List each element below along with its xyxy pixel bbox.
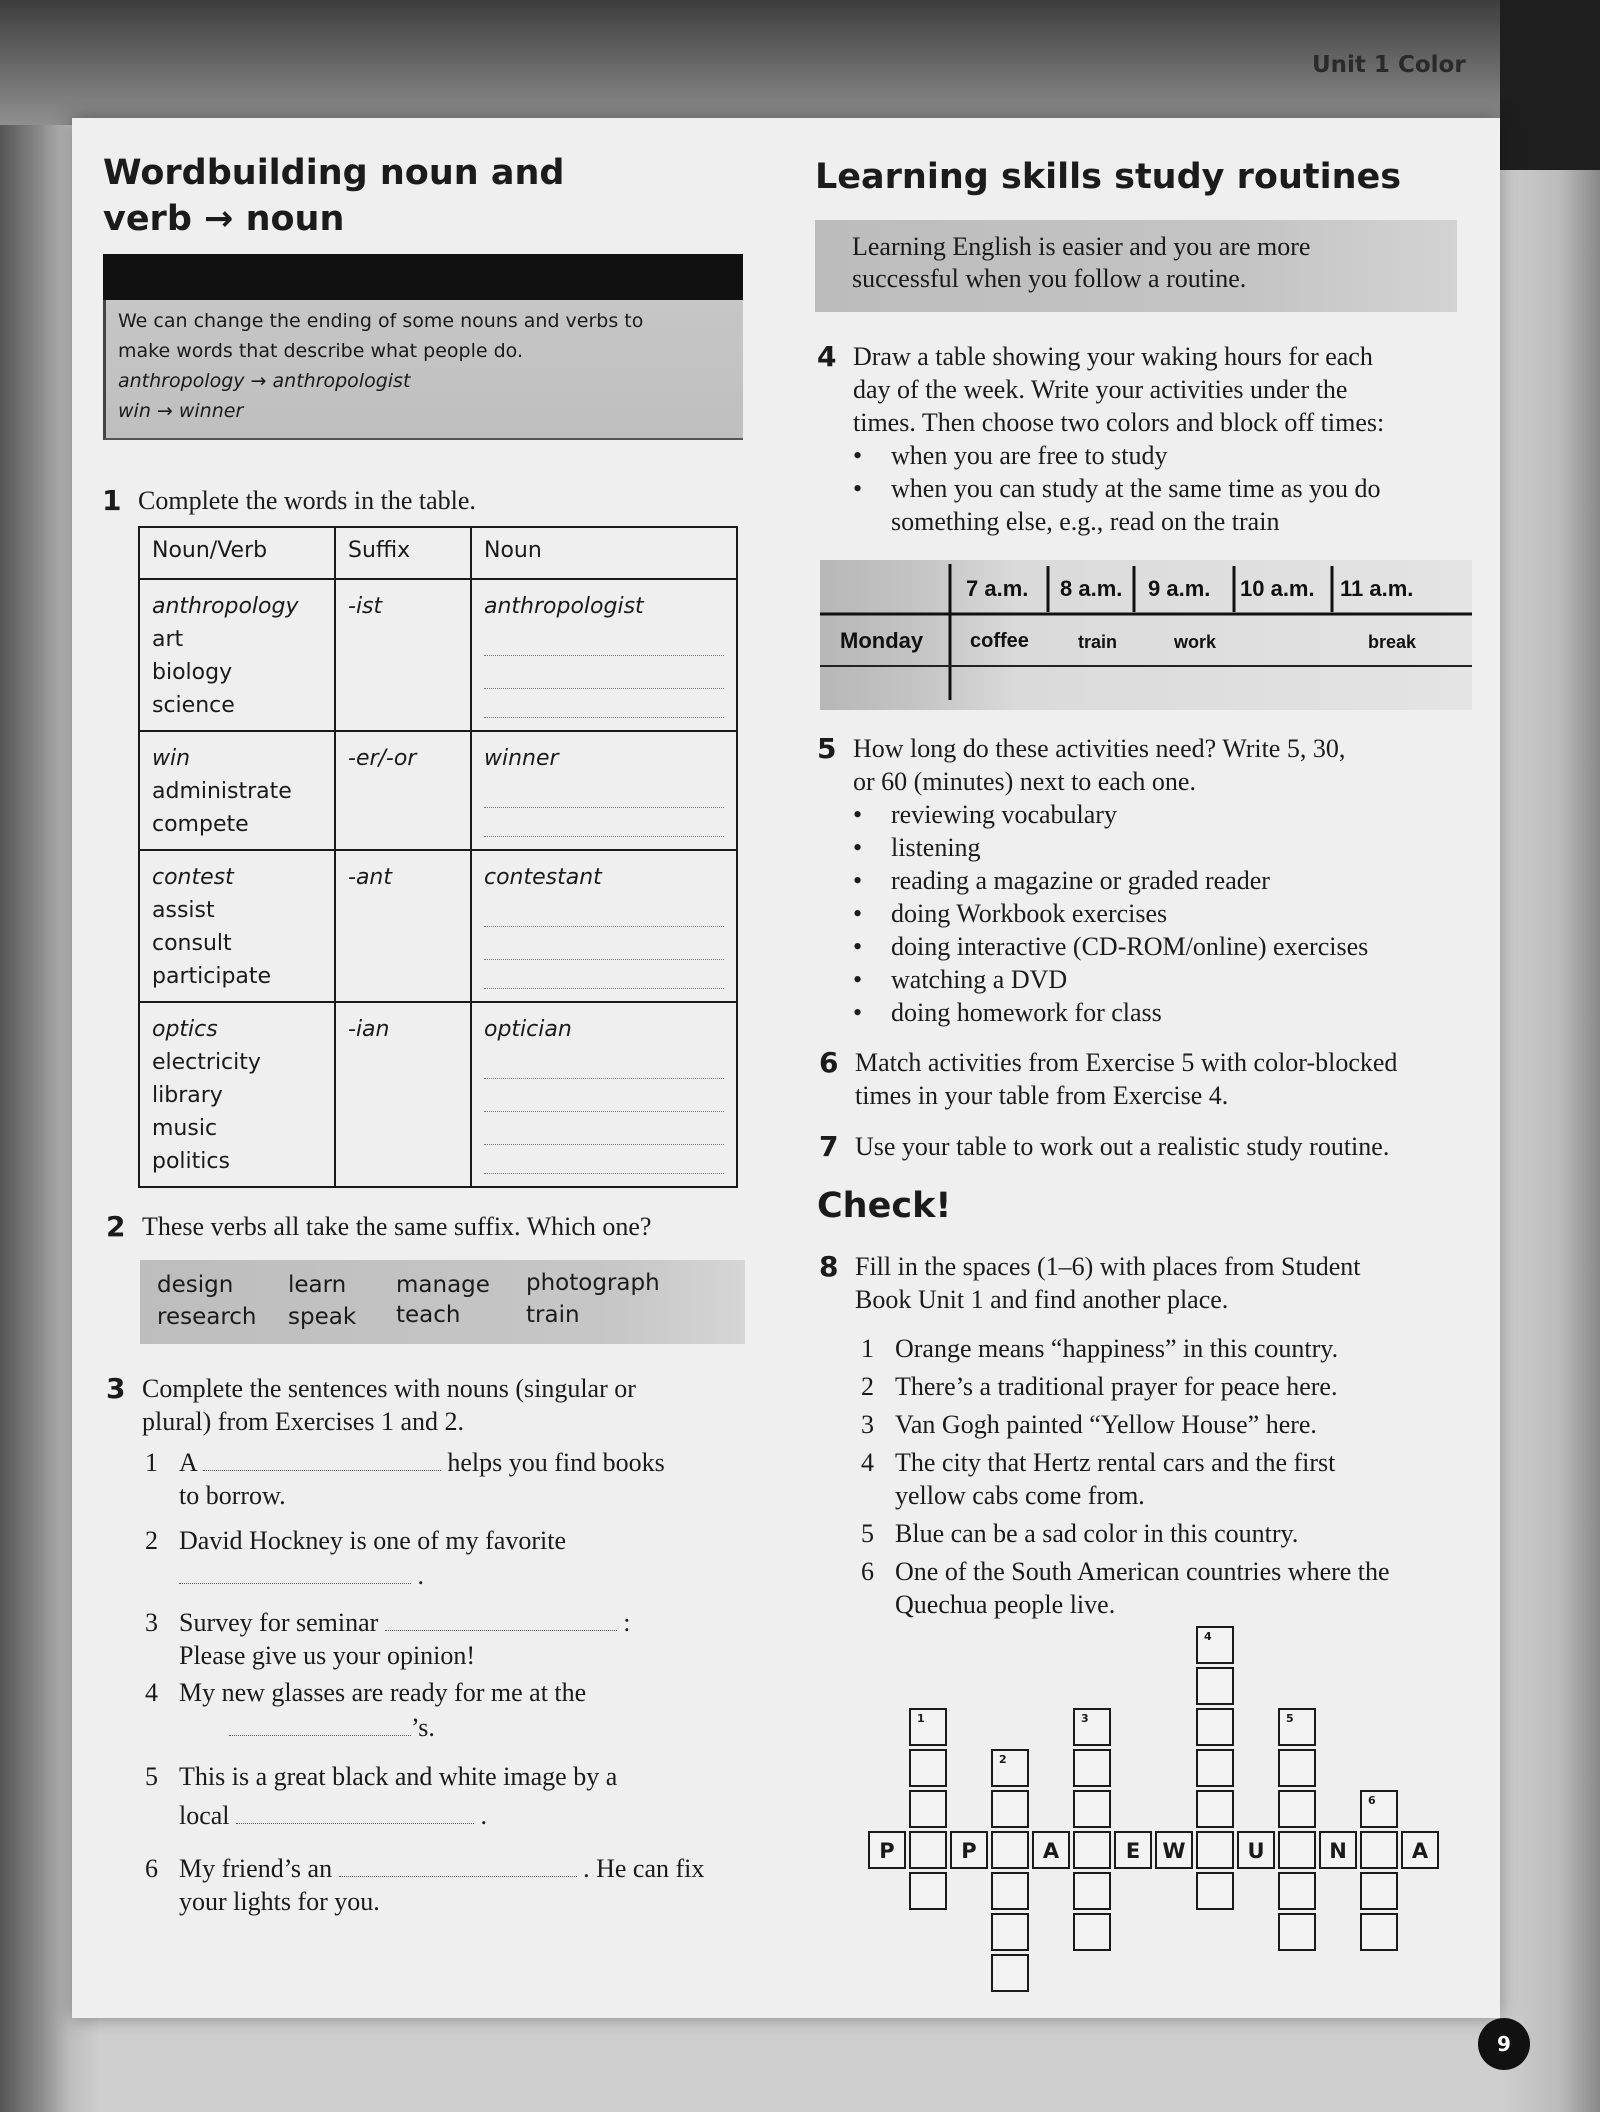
answer-cell: optician — [471, 1002, 737, 1187]
clue-item: 4 The city that Hertz rental cars and the first yellow cabs come from. — [861, 1448, 1336, 1510]
info-example-2: win → winner — [118, 400, 244, 422]
suffix-cell: -ist — [335, 579, 471, 731]
exercise-3-instruction: 3 Complete the sentences with nouns (singular or plural) from Exercises 1 and 2. — [106, 1372, 636, 1436]
clue-number: 6 — [1368, 1794, 1376, 1807]
word-item: manage — [396, 1272, 490, 1298]
unit-label: Unit 1 Color — [1312, 52, 1466, 78]
list-item: • when you are free to study — [853, 439, 1493, 472]
activity-label: coffee — [970, 630, 1029, 652]
crossword-cell[interactable] — [1032, 1831, 1070, 1869]
crossword-cell[interactable] — [1114, 1831, 1152, 1869]
table-row — [139, 850, 737, 1002]
word-item: speak — [288, 1304, 357, 1330]
answer-blank[interactable] — [484, 656, 724, 689]
suffix-cell: -ian — [335, 1002, 471, 1187]
wordbuilding-info-box — [103, 254, 743, 438]
crossword-cell[interactable] — [868, 1831, 906, 1869]
word-list: contest assist consult participate — [139, 850, 335, 1002]
crossword-cell[interactable] — [909, 1708, 947, 1746]
sentence-2: 2 David Hockney is one of my favorite . — [145, 1526, 567, 1590]
sentence-6: 6 My friend’s an . He can fix your lights for you. — [145, 1854, 705, 1916]
info-box-body — [103, 300, 743, 440]
crossword-cell[interactable] — [1196, 1749, 1234, 1787]
sentence-blank[interactable] — [339, 1876, 577, 1877]
crossword-cell[interactable] — [1073, 1913, 1111, 1951]
clue-item: 5 Blue can be a sad color in this country. — [861, 1519, 1299, 1548]
routine-table — [820, 560, 1472, 710]
exercise-6: 6 Match activities from Exercise 5 with color-blocked times in your table from Exercise 4. — [819, 1046, 1398, 1110]
crossword-letter: E — [1125, 1839, 1141, 1863]
answer-blank[interactable] — [484, 1112, 724, 1145]
crossword-cell[interactable] — [1073, 1872, 1111, 1910]
table-header-noun-verb: Noun/Verb — [139, 527, 335, 579]
crossword-cell[interactable] — [1073, 1708, 1111, 1746]
exercise-number: 6 — [819, 1046, 839, 1079]
word-item: teach — [396, 1302, 461, 1328]
exercise-number: 3 — [106, 1372, 126, 1405]
clue-item: 2 There’s a traditional prayer for peace here. — [861, 1372, 1338, 1401]
crossword-cell[interactable] — [1073, 1790, 1111, 1828]
page-edge-dark — [1500, 0, 1600, 170]
sentence-5: 5 This is a great black and white image by a local . — [145, 1762, 618, 1830]
exercise-5: 5 How long do these activities need? Write 5, 30, or 60 (minutes) next to each one. • reviewing vocabulary • listening • reading a magazine or graded reader • doing Workbook exercises • doing interactive (CD-ROM/online) exercises • watching a DVD • doing homework for class — [853, 732, 1493, 1029]
crossword-letter: P — [961, 1839, 977, 1863]
exercise-number: 2 — [106, 1210, 126, 1243]
crossword-letter: A — [1411, 1839, 1429, 1863]
word-item: train — [526, 1302, 580, 1328]
time-label: 11 a.m. — [1340, 576, 1414, 601]
answer-blank[interactable] — [484, 808, 724, 837]
clue-number: 3 — [1081, 1712, 1089, 1725]
exercise-number: 4 — [817, 340, 837, 373]
answer-cell: contestant — [471, 850, 737, 1002]
word-item: design — [157, 1272, 234, 1298]
crossword-cell[interactable] — [1278, 1872, 1316, 1910]
crossword-cell[interactable] — [909, 1790, 947, 1828]
list-item: • when you can study at the same time as you do — [853, 472, 1493, 505]
answer-blank[interactable] — [484, 689, 724, 718]
table-header-suffix: Suffix — [335, 527, 471, 579]
sentence-1: 1 A helps you find books to borrow. — [145, 1448, 665, 1510]
list-item: • watching a DVD — [853, 963, 1493, 996]
list-item: • listening — [853, 831, 1493, 864]
answer-blank[interactable] — [484, 1079, 724, 1112]
crossword-cell[interactable] — [909, 1749, 947, 1787]
answer-blank[interactable] — [484, 775, 724, 808]
crossword-cell[interactable] — [1278, 1913, 1316, 1951]
word-item: learn — [288, 1272, 347, 1298]
crossword-letter: N — [1329, 1839, 1347, 1863]
crossword-cell[interactable] — [1073, 1749, 1111, 1787]
title-line-2: verb → noun — [103, 199, 345, 239]
answer-blank[interactable] — [484, 1145, 724, 1174]
table-row — [139, 731, 737, 850]
learning-skills-title: Learning skills study routines — [815, 157, 1402, 197]
answer-blank[interactable] — [484, 1046, 724, 1079]
crossword-letter: A — [1042, 1839, 1060, 1863]
clue-number: 1 — [917, 1712, 925, 1725]
crossword-cell[interactable] — [1360, 1790, 1398, 1828]
crossword-cell[interactable] — [1196, 1790, 1234, 1828]
clue-list — [861, 1332, 1495, 1621]
crossword-cell[interactable] — [1196, 1831, 1234, 1869]
crossword-cell[interactable] — [1360, 1913, 1398, 1951]
suffix-table — [138, 526, 738, 1188]
exercise-number: 7 — [819, 1130, 839, 1163]
clue-number: 5 — [1286, 1712, 1294, 1725]
crossword-cell[interactable] — [1278, 1831, 1316, 1869]
exercise-7: 7 Use your table to work out a realistic study routine. — [819, 1130, 1390, 1163]
crossword-letter: P — [879, 1839, 895, 1863]
sentence-3: 3 Survey for seminar : Please give us your opinion! — [145, 1608, 631, 1670]
list-item: • doing interactive (CD-ROM/online) exercises — [853, 930, 1493, 963]
sentence-blank[interactable] — [203, 1470, 441, 1471]
day-label: Monday — [840, 628, 924, 653]
info-box-header-bar — [103, 254, 743, 300]
crossword-cell[interactable] — [991, 1954, 1029, 1992]
crossword-cell[interactable] — [909, 1872, 947, 1910]
word-list: anthropology art biology science — [139, 579, 335, 731]
exercise-4: 4 Draw a table showing your waking hours for each day of the week. Write your activities under the times. Then choose two colors and block off times: • when you are free to study • when you can study at the same time as you do something else, e.g., read on the train — [853, 340, 1493, 538]
crossword-grid — [868, 1626, 1438, 1992]
clue-item: 1 Orange means “happiness” in this country. — [861, 1334, 1339, 1363]
suffix-cell: -ant — [335, 850, 471, 1002]
activity-label: train — [1078, 632, 1118, 652]
crossword-cell[interactable] — [991, 1831, 1029, 1869]
table-header-noun: Noun — [471, 527, 737, 579]
info-example-1: anthropology → anthropologist — [118, 370, 411, 392]
word-item: research — [157, 1304, 257, 1330]
answer-blank[interactable] — [484, 927, 724, 960]
crossword-cell[interactable] — [991, 1790, 1029, 1828]
sentence-blank[interactable] — [385, 1630, 617, 1631]
info-line-2: make words that describe what people do. — [118, 340, 523, 362]
exercise-8: 8 Fill in the spaces (1–6) with places from Student Book Unit 1 and find another place. — [819, 1250, 1361, 1314]
exercise-2-instruction: 2 These verbs all take the same suffix. Which one? — [106, 1210, 652, 1243]
crossword-cell[interactable] — [950, 1831, 988, 1869]
crossword-letter: U — [1247, 1839, 1265, 1863]
crossword-cell[interactable] — [1196, 1667, 1234, 1705]
table-row — [139, 1002, 737, 1187]
exercise-1-instruction: 1 Complete the words in the table. — [102, 484, 476, 517]
crossword-cell[interactable] — [1401, 1831, 1439, 1869]
crossword-cell[interactable] — [1196, 1708, 1234, 1746]
activity-label: work — [1174, 632, 1217, 652]
list-item: • doing homework for class — [853, 996, 1493, 1029]
crossword-cell[interactable] — [1237, 1831, 1275, 1869]
check-title: Check! — [817, 1186, 952, 1226]
learning-tip-box: Learning English is easier and you are more successful when you follow a routine. — [815, 220, 1457, 312]
sentence-blank[interactable] — [179, 1557, 411, 1584]
clue-item: 3 Van Gogh painted “Yellow House” here. — [861, 1410, 1317, 1439]
answer-blank[interactable] — [484, 894, 724, 927]
sentence-blank[interactable] — [229, 1709, 411, 1736]
list-item: • reviewing vocabulary — [853, 798, 1493, 831]
word-item: photograph — [526, 1270, 660, 1296]
sentence-4: 4 My new glasses are ready for me at the ’s. — [145, 1678, 587, 1742]
clue-number: 4 — [1204, 1630, 1212, 1643]
exercise-number: 8 — [819, 1250, 839, 1283]
crossword-cell[interactable] — [1073, 1831, 1111, 1869]
crossword-cell[interactable] — [1278, 1708, 1316, 1746]
crossword-cell[interactable] — [1278, 1790, 1316, 1828]
time-label: 8 a.m. — [1060, 576, 1123, 601]
word-list: optics electricity library music politics — [139, 1002, 335, 1187]
crossword-cell[interactable] — [1196, 1626, 1234, 1664]
suffix-cell: -er/-or — [335, 731, 471, 850]
crossword-cell[interactable] — [991, 1872, 1029, 1910]
answer-cell: winner — [471, 731, 737, 850]
clue-number: 2 — [999, 1753, 1007, 1766]
crossword-cell[interactable] — [909, 1831, 947, 1869]
crossword-cell[interactable] — [1155, 1831, 1193, 1869]
crossword-letter: W — [1162, 1839, 1186, 1863]
crossword-cell[interactable] — [1319, 1831, 1357, 1869]
crossword-cell[interactable] — [1278, 1749, 1316, 1787]
clue-item: 6 One of the South American countries where the Quechua people live. — [861, 1557, 1390, 1619]
answer-blank[interactable] — [484, 960, 724, 989]
page-number: 9 — [1478, 2018, 1530, 2070]
list-item: • reading a magazine or graded reader — [853, 864, 1493, 897]
verb-word-box — [140, 1260, 745, 1344]
exercise-number: 5 — [817, 732, 837, 765]
wordbuilding-title — [103, 150, 564, 242]
crossword-cell[interactable] — [991, 1913, 1029, 1951]
info-line-1: We can change the ending of some nouns and verbs to — [118, 310, 644, 332]
answer-blank[interactable] — [484, 623, 724, 656]
time-label: 7 a.m. — [966, 576, 1029, 601]
time-label: 10 a.m. — [1240, 576, 1315, 601]
activity-label: break — [1368, 632, 1417, 652]
word-list: win administrate compete — [139, 731, 335, 850]
title-line-1: Wordbuilding noun and — [103, 153, 565, 193]
time-label: 9 a.m. — [1148, 576, 1211, 601]
crossword-cell[interactable] — [1360, 1872, 1398, 1910]
table-row — [139, 579, 737, 731]
crossword-cell[interactable] — [1196, 1872, 1234, 1910]
answer-cell: anthropologist — [471, 579, 737, 731]
crossword-cell[interactable] — [1360, 1831, 1398, 1869]
exercise-number: 1 — [102, 484, 122, 517]
crossword-cell[interactable] — [991, 1749, 1029, 1787]
list-item: • doing Workbook exercises — [853, 897, 1493, 930]
sentence-blank[interactable] — [236, 1823, 474, 1824]
